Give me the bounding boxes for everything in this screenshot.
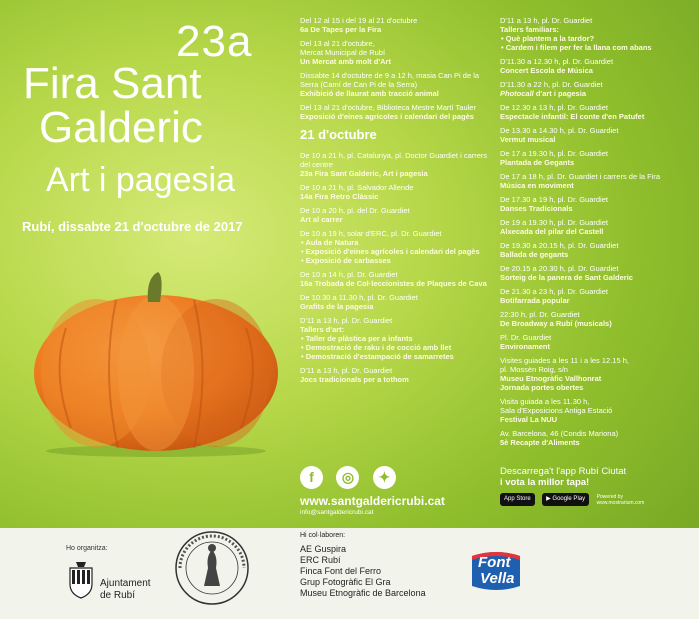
event-title [500,89,695,98]
event-time: De 17 a 19.30 h, pl. Dr. Guardiet [500,149,608,158]
event-item [500,310,695,328]
event-title: Ballada de gegants [500,250,569,259]
event-item [300,270,490,288]
app-store-label: App Store [504,496,531,503]
event-time: Visita guiada a les 11.30 h, Sala d'Exposicions Antiga Estació [500,397,613,415]
pumpkin-image [26,268,286,458]
event-title: Concert Escola de Música [500,66,593,75]
event-subitem: • Aula de Natura [308,238,490,247]
google-play-badge[interactable]: ▶ Google Play [542,493,589,506]
event-item [300,151,490,178]
event-item [500,264,695,282]
event-subitem: • Taller de plàstica per a infants [308,334,490,343]
event-sublist [500,34,695,52]
event-item [500,218,695,236]
powered-by: Powered by www.mostrarium.com [596,493,645,506]
ajuntament-shield-icon [66,562,96,600]
event-title: Exhibició de llaurat amb tracció animal [300,89,439,98]
event-item [500,16,695,52]
collaborator-item: Grup Fotogràfic El Gra [300,577,391,587]
event-time: D'11 a 13 h, pl. Dr. Guardiet [500,16,593,25]
event-item [500,287,695,305]
collaborator-item: Finca Font del Ferro [300,566,382,576]
event-title: Jocs tradicionals per a tothom [300,375,409,384]
collaborator-item: Museu Etnogràfic de Barcelona [300,588,426,598]
title-line-1: Fira Sant [23,59,202,108]
event-time: De 20.15 a 20.30 h, pl. Dr. Guardiet [500,264,619,273]
event-title: Plantada de Gegants [500,158,575,167]
event-title-italic: Photocall [500,89,534,98]
event-title: Tallers d'art: [300,325,345,334]
collaborators-label: Hi col·laboren: [300,532,346,539]
subtitle: Art i pagesia [46,161,235,199]
event-item [500,397,695,424]
collaborator-item: AE Guspira [300,544,347,554]
collaborators [300,532,426,599]
event-time: Visites guiades a les 11 i a les 12.15 h, pl. Mossèn Roig, s/n [500,356,629,374]
event-title: Environament [500,342,551,351]
event-time: De 19.30 a 20.15 h, pl. Dr. Guardiet [500,241,619,250]
event-time: De 10.30 a 11.30 h, pl. Dr. Guardiet [300,293,418,302]
event-subitem: • Cardem i filem per fer la llana com abans [508,43,695,52]
event-title: Vermut musical [500,135,556,144]
event-subitem: • Exposició de carbasses [308,256,490,265]
event-item [500,241,695,259]
event-title: Danses Tradicionals [500,204,573,213]
app-promo [500,466,695,509]
event-title: 23a Fira Sant Galderic, Art i pagesia [300,169,428,178]
font-vella-text-2: Vella [480,570,515,587]
event-subitem: • Demostració de raku i de cocció amb llet [308,343,490,352]
font-vella-text-1: Font [478,554,511,571]
collaborator-item: ERC Rubí [300,555,341,565]
app-store-badge[interactable] [500,493,535,506]
event-subitem: • Demostració d'estampació de samarretes [308,352,490,361]
social-block [300,466,490,516]
event-item [300,183,490,201]
event-time: De 21.30 a 23 h, pl. Dr. Guardiet [500,287,608,296]
event-sublist [300,334,490,361]
event-time: D'11 a 13 h, pl. Dr. Guardiet [300,366,393,375]
event-time: Dissabte 14 d'octubre de 9 a 12 h, masia Can Pi de la Serra (Camí de Can Pi de la Serra) [300,71,480,89]
event-time: 22:30 h, pl. Dr. Guardiet [500,310,580,319]
app-promo-line-2: i vota la millor tapa! [500,477,590,488]
event-title: Festival La NUU [500,415,558,424]
event-time: Del 12 al 15 i del 19 al 21 d'octubre [300,16,418,25]
event-item [500,149,695,167]
event-time: Del 13 al 21 d'octubre, Biblioteca Mestre Martí Tauler [300,103,476,112]
event-title: Sorteig de la panera de Sant Galderic [500,273,633,282]
event-time: Del 13 al 21 d'octubre, Mercat Municipal de Rubí [300,39,386,57]
event-title: Espectacle infantil: El conte d'en Patufet [500,112,645,121]
event-title: Un Mercat amb molt d'Art [300,57,391,66]
event-title: De Broadway a Rubí (musicals) [500,319,612,328]
event-title: Exposició d'eines agrícoles i calendari del pagès [300,112,474,121]
event-time: D'11 a 13 h, pl. Dr. Guardiet [300,316,393,325]
association-seal-icon [172,528,252,608]
event-title: Alxecada del pilar del Castell [500,227,604,236]
event-item [300,229,490,265]
event-time: D'11.30 a 22 h, pl. Dr. Guardiet [500,80,603,89]
event-title: Museu Etnogràfic Vallhonrat Jornada portes obertes [500,374,602,392]
organizer-name: Ajuntament de Rubí [100,578,151,601]
event-item [300,293,490,311]
app-promo-line-1: Descarrega't l'app Rubí Ciutat [500,466,627,477]
google-play-label: Google Play [552,496,586,503]
event-item [300,103,490,121]
instagram-icon[interactable]: ◎ [336,466,359,489]
event-item [300,206,490,224]
event-item [500,195,695,213]
event-item [500,356,695,392]
day-heading: 21 d'octubre [300,127,377,142]
event-sublist [300,238,490,265]
event-item [500,126,695,144]
event-item [500,333,695,351]
edition-number: 23a [176,17,253,66]
event-item [500,80,695,98]
event-time: De 19 a 19.30 h, pl. Dr. Guardiet [500,218,608,227]
event-item [500,172,695,190]
program-column-1 [300,16,490,389]
email-link[interactable]: info@santgaldericrubi.cat [300,509,374,516]
event-title: 14a Fira Retro Clàssic [300,192,379,201]
event-title-rest: d'art i pagesia [533,89,586,98]
event-time: De 17.30 a 19 h, pl. Dr. Guardiet [500,195,608,204]
event-item [300,316,490,361]
event-item [300,366,490,384]
twitter-icon[interactable]: ✦ [373,466,396,489]
title-line-2: Galderic [39,103,203,152]
event-title: Tallers familiars: [500,25,560,34]
event-time: De 10 a 20 h, pl. del Dr. Guardiet [300,206,410,215]
event-time: Pl. Dr. Guardiet [500,333,552,342]
event-time: De 17 a 18 h, pl. Dr. Guardiet i carrers de la Fira [500,172,661,181]
event-title: Botifarrada popular [500,296,570,305]
event-item [300,39,490,66]
event-item [500,57,695,75]
event-item [300,71,490,98]
date-line: Rubí, dissabte 21 d'octubre de 2017 [22,219,243,234]
program-column-2 [500,16,695,452]
event-time: Av. Barcelona, 46 (Condis Mariona) [500,429,619,438]
event-title: 6a De Tapes per la Fira [300,25,382,34]
event-time: De 10 a 14 h, pl. Dr. Guardiet [300,270,398,279]
event-item [300,16,490,34]
organizer-label: Ho organitza: [66,545,108,552]
website-link[interactable]: www.santgaldericrubi.cat [300,494,445,508]
event-item [500,103,695,121]
event-time: De 10 a 21 h, pl. Salvador Allende [300,183,414,192]
event-subitem: • Què plantem a la tardor? [508,34,695,43]
event-item [500,429,695,447]
event-title: Grafits de la pagesia [300,302,374,311]
event-title: Art al carrer [300,215,343,224]
event-subitem: • Exposició d'eines agrícoles i calendari del pagès [308,247,490,256]
event-title: 16a Trobada de Col·leccionistes de Plaques de Cava [300,279,487,288]
event-time: De 10 a 19 h, solar d'ERC, pl. Dr. Guardiet [300,229,442,238]
event-time: De 13.30 a 14.30 h, pl. Dr. Guardiet [500,126,619,135]
facebook-icon[interactable]: f [300,466,323,489]
event-time: De 10 a 21 h, pl. Catalunya, pl. Doctor Guardiet i carrers del centre [300,151,488,169]
event-title: 5è Recapte d'Aliments [500,438,580,447]
event-time: D'11.30 a 12.30 h, pl. Dr. Guardiet [500,57,614,66]
event-title: Música en moviment [500,181,574,190]
event-time: De 12.30 a 13 h, pl. Dr. Guardiet [500,103,608,112]
